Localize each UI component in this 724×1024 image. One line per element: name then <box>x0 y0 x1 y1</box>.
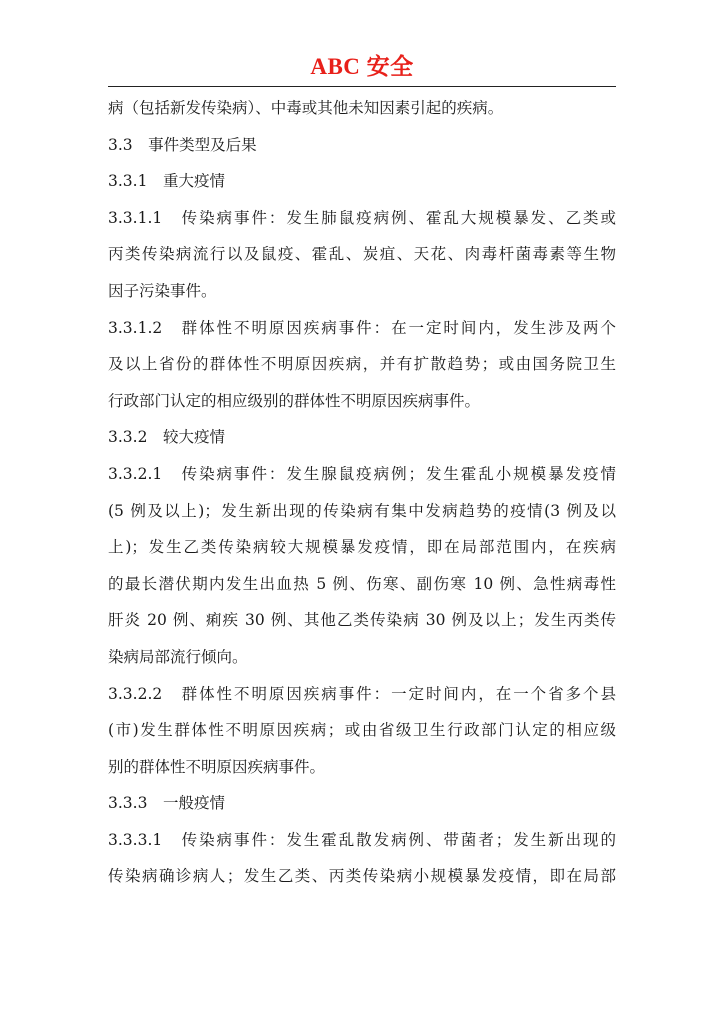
body-line: 3.3.1.1 传染病事件：发生肺鼠疫病例、霍乱大规模暴发、乙类或 <box>108 208 616 227</box>
body-line: 别的群体性不明原因疾病事件。 <box>108 757 326 776</box>
document-body <box>108 90 616 895</box>
body-line: 行政部门认定的相应级别的群体性不明原因疾病事件。 <box>108 391 481 410</box>
body-line: 传染病确诊病人；发生乙类、丙类传染病小规模暴发疫情，即在局部 <box>108 867 616 886</box>
body-line: (5 例及以上)；发生新出现的传染病有集中发病趋势的疫情(3 例及以 <box>108 501 616 520</box>
body-line: (市)发生群体性不明原因疾病；或由省级卫生行政部门认定的相应级 <box>108 721 616 740</box>
body-line: 丙类传染病流行以及鼠疫、霍乱、炭疽、天花、肉毒杆菌毒素等生物 <box>108 245 616 264</box>
subsection-heading: 3.3.3 一般疫情 <box>108 794 225 813</box>
body-line: 3.3.3.1 传染病事件：发生霍乱散发病例、带菌者；发生新出现的 <box>108 830 616 849</box>
body-line: 3.3.2.2 群体性不明原因疾病事件：一定时间内，在一个省多个县 <box>108 684 616 703</box>
body-line: 3.3.1.2 群体性不明原因疾病事件：在一定时间内，发生涉及两个 <box>108 318 616 337</box>
body-line: 因子污染事件。 <box>108 281 217 300</box>
section-heading: 3.3 事件类型及后果 <box>108 135 257 154</box>
body-line: 的最长潜伏期内发生出血热 5 例、伤寒、副伤寒 10 例、急性病毒性 <box>108 574 616 593</box>
subsection-heading: 3.3.2 较大疫情 <box>108 428 225 447</box>
body-line: 染病局部流行倾向。 <box>108 647 248 666</box>
body-line: 3.3.2.1 传染病事件：发生腺鼠疫病例；发生霍乱小规模暴发疫情 <box>108 464 616 483</box>
subsection-heading: 3.3.1 重大疫情 <box>108 172 225 191</box>
body-line: 及以上省份的群体性不明原因疾病，并有扩散趋势；或由国务院卫生 <box>108 355 616 374</box>
page-header <box>108 52 616 82</box>
header-divider <box>108 86 616 87</box>
header-title: ABC 安全 <box>310 54 414 79</box>
body-line: 肝炎 20 例、痢疾 30 例、其他乙类传染病 30 例及以上；发生丙类传 <box>108 611 616 630</box>
body-line: 病（包括新发传染病）、中毒或其他未知因素引起的疾病。 <box>108 99 504 117</box>
body-line: 上)；发生乙类传染病较大规模暴发疫情，即在局部范围内，在疾病 <box>108 538 616 557</box>
